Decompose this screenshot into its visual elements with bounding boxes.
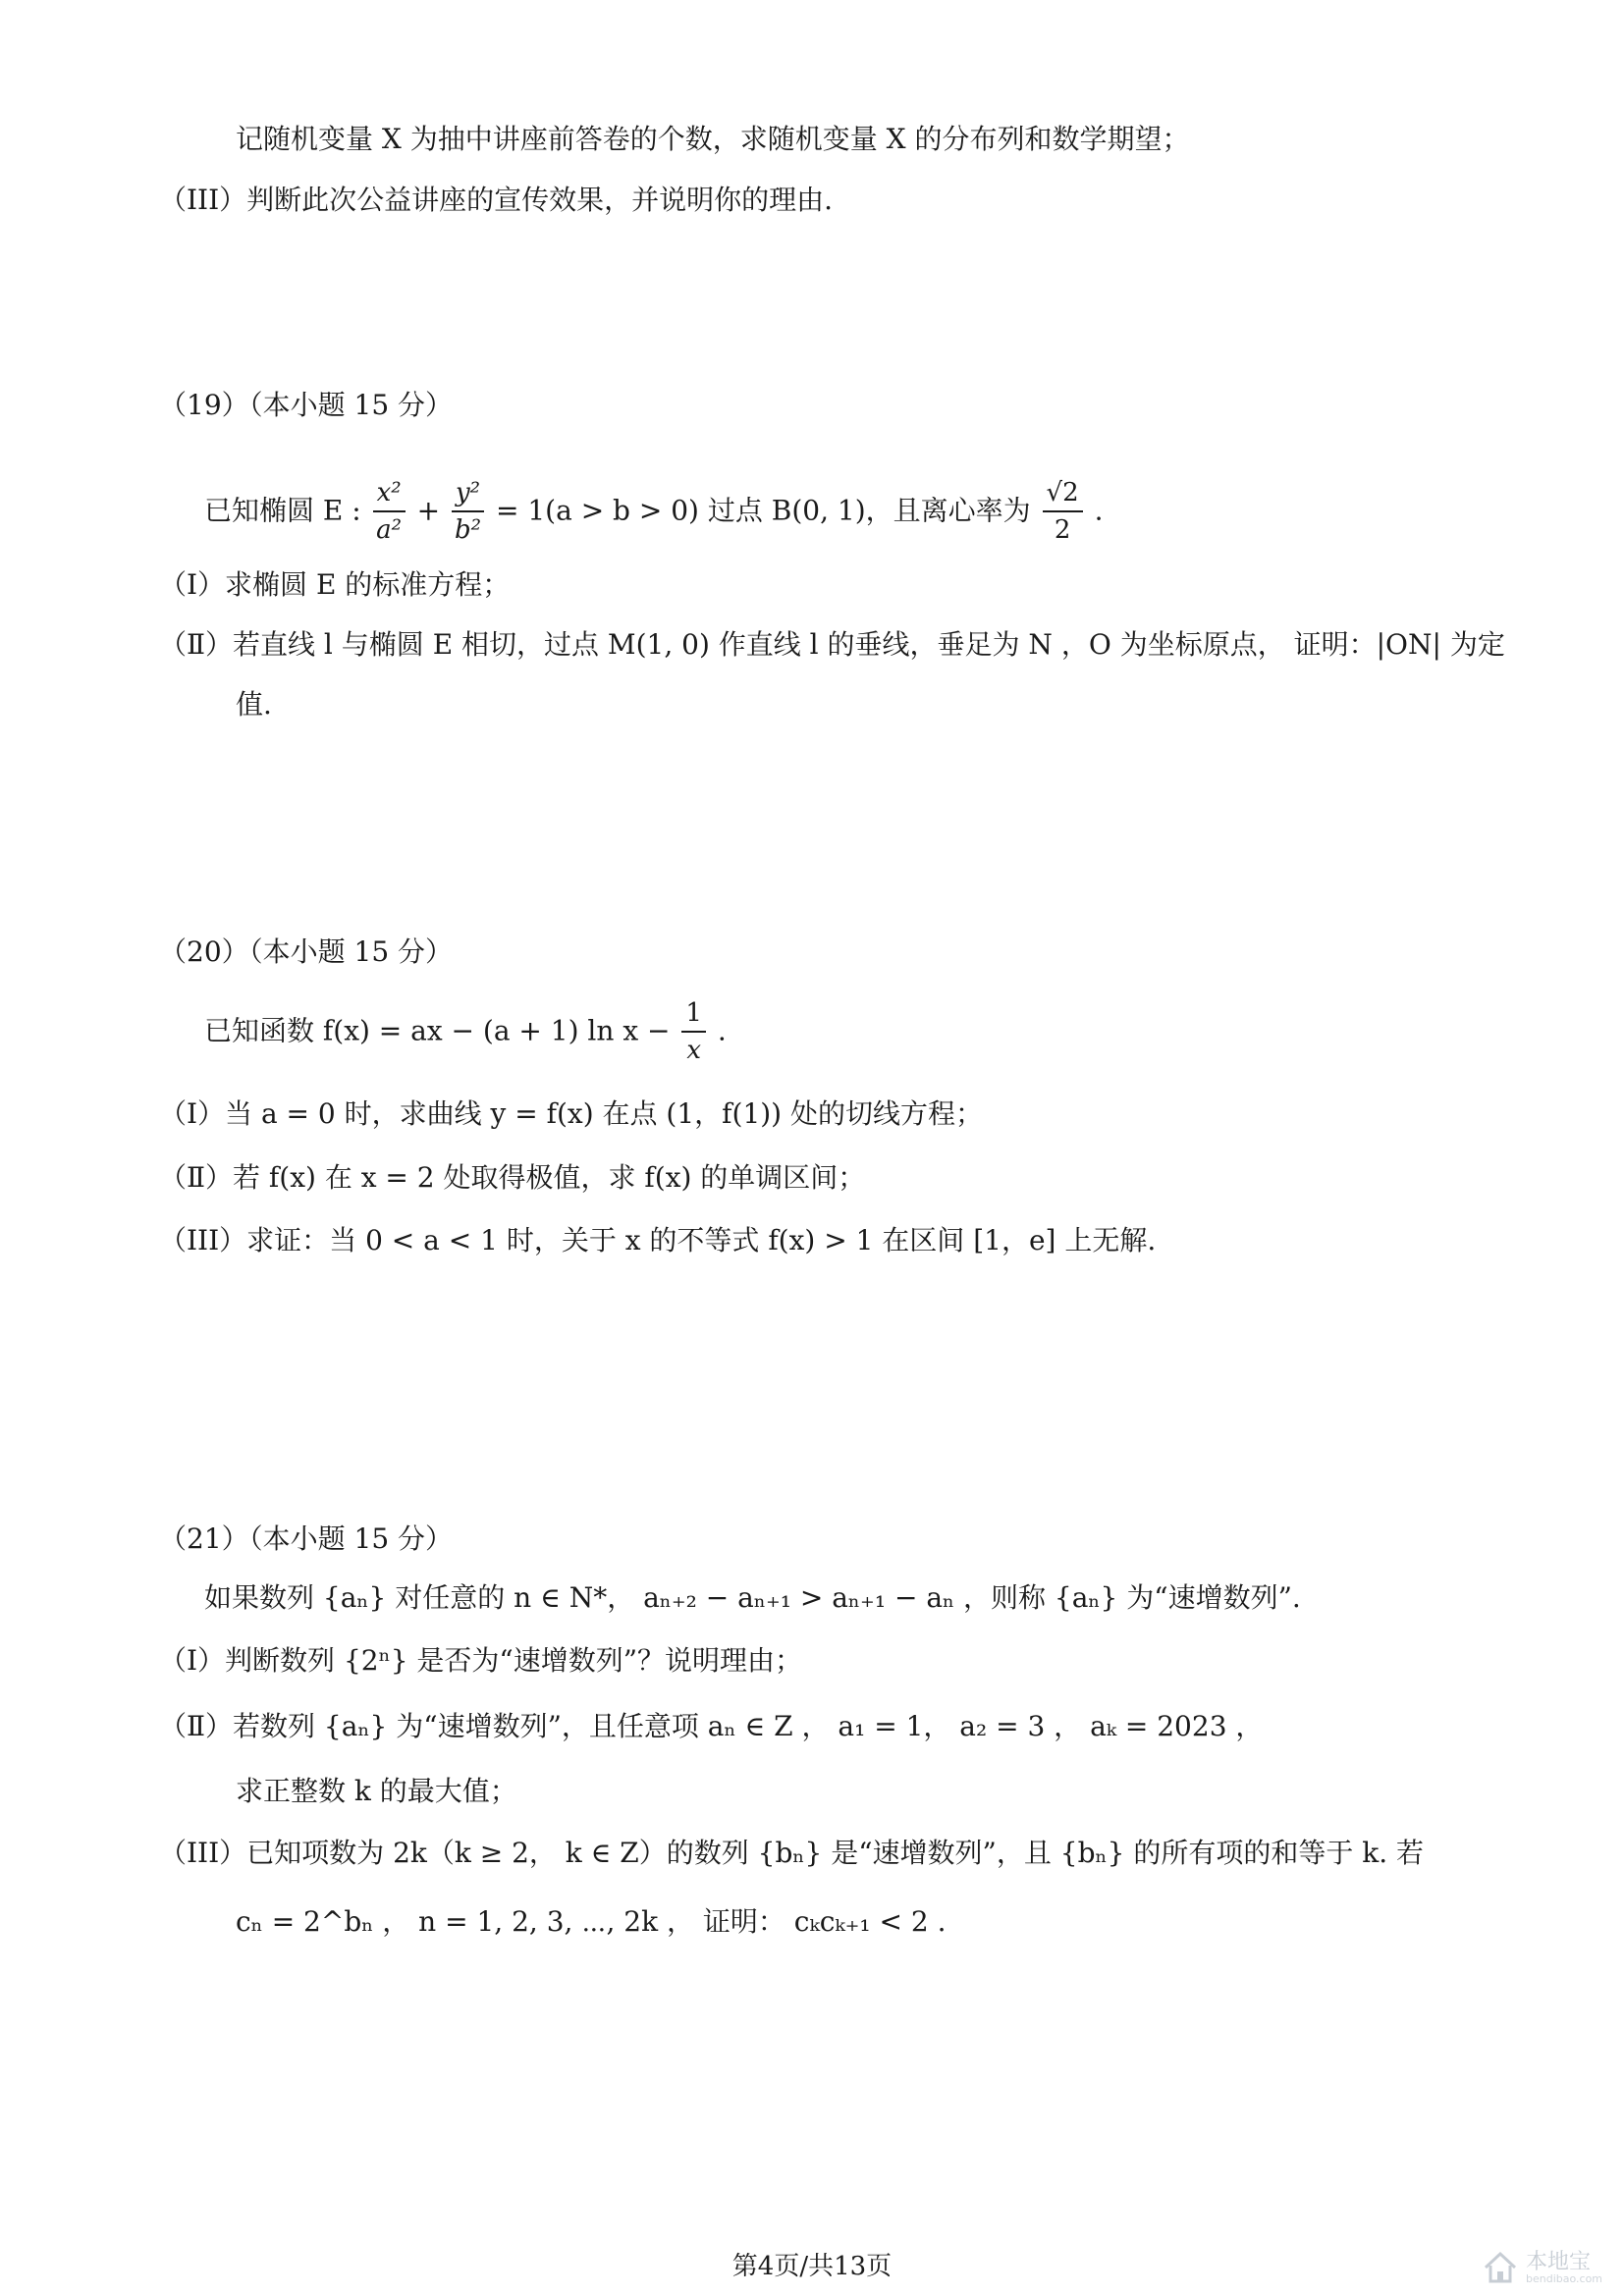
q21-header: （21）（本小题 15 分） [159, 1522, 454, 1555]
q21-part3-line2: cₙ = 2^bₙ ， n = 1, 2, 3, ⋯, 2k ， 证明： cₖcₖ₊₁ < 2 . [236, 1905, 947, 1938]
q20-part3: （III）求证：当 0 < a < 1 时，关于 x 的不等式 f(x) > 1 在区间 [1，e] 上无解. [159, 1224, 1157, 1256]
q20-part2: （Ⅱ）若 f(x) 在 x = 2 处取得极值，求 f(x) 的单调区间； [159, 1161, 866, 1194]
q21-definition: 如果数列 {aₙ} 对任意的 n ∈ N*， aₙ₊₂ − aₙ₊₁ > aₙ₊₁ − aₙ ，则称 {aₙ} 为“速增数列”. [204, 1581, 1301, 1614]
q21-part3-line1: （III）已知项数为 2k（k ≥ 2， k ∈ Z）的数列 {bₙ} 是“速增数列”，且 {bₙ} 的所有项的和等于 k. 若 [159, 1837, 1424, 1869]
page-number-footer: 第4页/共13页 [731, 2252, 893, 2281]
q19-part2-line2: 值. [236, 688, 272, 721]
q19-header: （19）（本小题 15 分） [159, 389, 454, 421]
q20-frac-1-over-x [681, 997, 706, 1065]
q18-continuation-line-1: 记随机变量 X 为抽中讲座前答卷的个数，求随机变量 X 的分布列和数学期望； [236, 123, 1190, 155]
frac-denominator: x [686, 1035, 701, 1065]
watermark-text: 本地宝 [1526, 2249, 1592, 2274]
q19-stem-suffix: . [1094, 494, 1104, 527]
frac-denominator: a² [376, 514, 403, 545]
q18-part3: （III）判断此次公益讲座的宣传效果，并说明你的理由. [159, 184, 834, 216]
watermark-subtext: bendibao.com [1526, 2271, 1603, 2285]
q19-part2-line1: （Ⅱ）若直线 l 与椭圆 E 相切，过点 M(1, 0) 作直线 l 的垂线，垂足为 N ，O 为坐标原点， 证明：|ON| 为定 [159, 628, 1505, 661]
q20-stem [204, 989, 727, 1070]
q20-header: （20）（本小题 15 分） [159, 935, 454, 968]
q19-stem-prefix: 已知椭圆 E : [204, 494, 361, 527]
q20-part1: （Ⅰ）当 a = 0 时，求曲线 y = f(x) 在点 (1，f(1)) 处的切线方程； [159, 1097, 984, 1130]
q19-stem-middle: = 1(a > b > 0) 过点 B(0, 1)，且离心率为 [496, 494, 1031, 527]
frac-numerator: x² [373, 480, 406, 512]
watermark-logo [1481, 2244, 1608, 2291]
q20-stem-prefix: 已知函数 f(x) = ax − (a + 1) ln x − [204, 1014, 671, 1047]
q20-stem-suffix: . [717, 1014, 727, 1047]
q21-part1: （Ⅰ）判断数列 {2ⁿ} 是否为“速增数列”？说明理由； [159, 1644, 803, 1677]
q19-frac-sqrt2-over-2 [1043, 477, 1083, 545]
frac-denominator: 2 [1054, 514, 1071, 545]
frac-numerator: y² [452, 480, 484, 512]
q19-part1: （Ⅰ）求椭圆 E 的标准方程； [159, 568, 511, 601]
frac-denominator: b² [454, 514, 482, 545]
frac-numerator: √2 [1043, 480, 1083, 512]
house-icon [1481, 2248, 1520, 2287]
plus-sign: + [416, 494, 441, 527]
frac-numerator: 1 [681, 1000, 706, 1033]
q21-part2-line1: （Ⅱ）若数列 {aₙ} 为“速增数列”，且任意项 aₙ ∈ Z ， a₁ = 1， a₂ = 3 ， aₖ = 2023 ， [159, 1710, 1264, 1742]
q19-frac-x2-over-a2 [373, 477, 406, 545]
q21-part2-line2: 求正整数 k 的最大值； [236, 1775, 517, 1807]
q19-stem [204, 469, 1103, 550]
q19-frac-y2-over-b2 [452, 477, 484, 545]
